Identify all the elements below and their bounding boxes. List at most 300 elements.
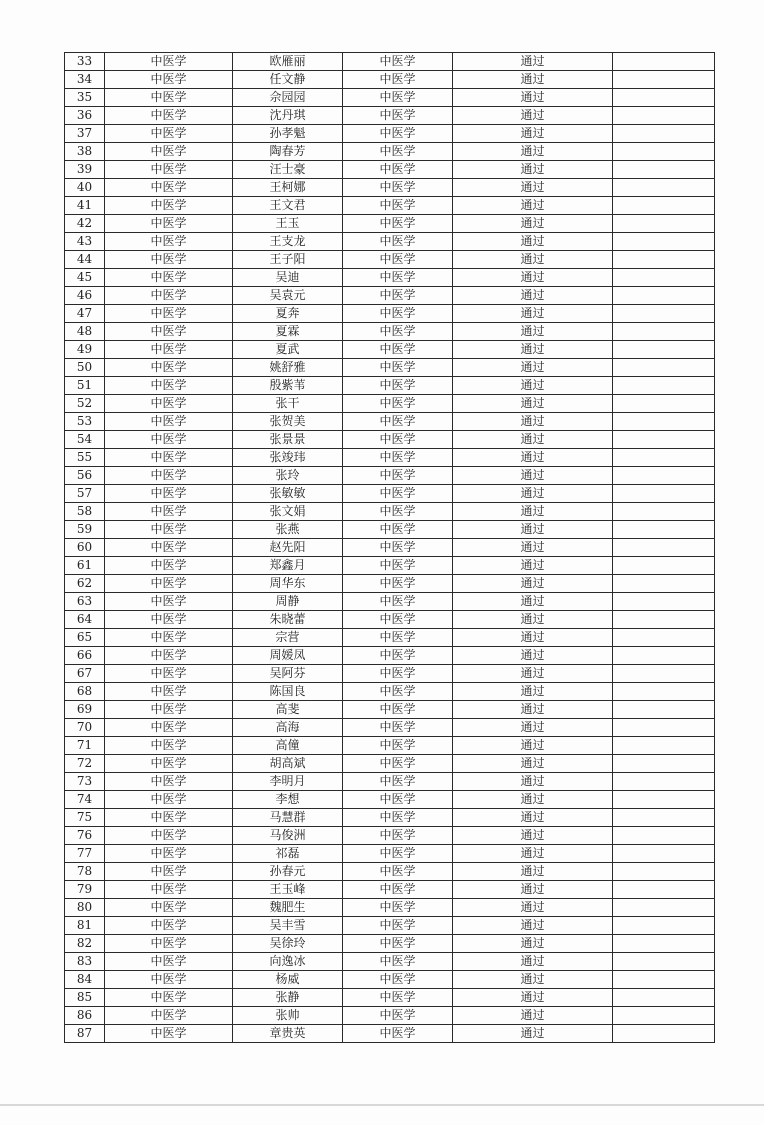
program-cell: 中医学 (343, 1007, 453, 1025)
major-cell: 中医学 (105, 449, 233, 467)
major-cell: 中医学 (105, 719, 233, 737)
student-name-cell: 沈丹琪 (233, 107, 343, 125)
major-cell: 中医学 (105, 53, 233, 71)
student-name-cell: 张贺美 (233, 413, 343, 431)
major-cell: 中医学 (105, 971, 233, 989)
row-number-cell: 70 (65, 719, 105, 737)
result-cell: 通过 (453, 971, 613, 989)
remarks-cell (613, 395, 715, 413)
table-row (65, 827, 715, 845)
result-cell: 通过 (453, 107, 613, 125)
remarks-cell (613, 755, 715, 773)
row-number-cell: 49 (65, 341, 105, 359)
program-cell: 中医学 (343, 287, 453, 305)
row-number-cell: 71 (65, 737, 105, 755)
result-cell: 通过 (453, 863, 613, 881)
student-name-cell: 吴丰雪 (233, 917, 343, 935)
program-cell: 中医学 (343, 89, 453, 107)
table-row (65, 323, 715, 341)
result-cell: 通过 (453, 521, 613, 539)
program-cell: 中医学 (343, 539, 453, 557)
major-cell: 中医学 (105, 431, 233, 449)
result-cell: 通过 (453, 431, 613, 449)
major-cell: 中医学 (105, 179, 233, 197)
student-name-cell: 高斐 (233, 701, 343, 719)
major-cell: 中医学 (105, 71, 233, 89)
result-cell: 通过 (453, 485, 613, 503)
program-cell: 中医学 (343, 215, 453, 233)
result-cell: 通过 (453, 341, 613, 359)
remarks-cell (613, 647, 715, 665)
student-name-cell: 张静 (233, 989, 343, 1007)
table-row (65, 53, 715, 71)
table-row (65, 665, 715, 683)
student-name-cell: 欧雁丽 (233, 53, 343, 71)
row-number-cell: 58 (65, 503, 105, 521)
remarks-cell (613, 737, 715, 755)
row-number-cell: 41 (65, 197, 105, 215)
result-cell: 通过 (453, 953, 613, 971)
program-cell: 中医学 (343, 737, 453, 755)
student-name-cell: 周华东 (233, 575, 343, 593)
table-row (65, 611, 715, 629)
remarks-cell (613, 359, 715, 377)
result-cell: 通过 (453, 71, 613, 89)
student-name-cell: 姚舒雅 (233, 359, 343, 377)
student-name-cell: 向逸冰 (233, 953, 343, 971)
table-row (65, 593, 715, 611)
program-cell: 中医学 (343, 503, 453, 521)
row-number-cell: 61 (65, 557, 105, 575)
major-cell: 中医学 (105, 647, 233, 665)
row-number-cell: 56 (65, 467, 105, 485)
result-cell: 通过 (453, 917, 613, 935)
table-row (65, 161, 715, 179)
remarks-cell (613, 665, 715, 683)
table-row (65, 701, 715, 719)
result-cell: 通过 (453, 413, 613, 431)
remarks-cell (613, 881, 715, 899)
row-number-cell: 59 (65, 521, 105, 539)
program-cell: 中医学 (343, 341, 453, 359)
program-cell: 中医学 (343, 53, 453, 71)
result-cell: 通过 (453, 665, 613, 683)
remarks-cell (613, 1025, 715, 1043)
result-cell: 通过 (453, 197, 613, 215)
row-number-cell: 83 (65, 953, 105, 971)
row-number-cell: 40 (65, 179, 105, 197)
table-row (65, 575, 715, 593)
table-row (65, 197, 715, 215)
major-cell: 中医学 (105, 503, 233, 521)
row-number-cell: 50 (65, 359, 105, 377)
row-number-cell: 51 (65, 377, 105, 395)
row-number-cell: 87 (65, 1025, 105, 1043)
major-cell: 中医学 (105, 287, 233, 305)
row-number-cell: 76 (65, 827, 105, 845)
major-cell: 中医学 (105, 791, 233, 809)
row-number-cell: 64 (65, 611, 105, 629)
result-cell: 通过 (453, 791, 613, 809)
student-name-cell: 郑鑫月 (233, 557, 343, 575)
table-row (65, 413, 715, 431)
major-cell: 中医学 (105, 485, 233, 503)
student-name-cell: 殷紫苇 (233, 377, 343, 395)
student-name-cell: 夏霖 (233, 323, 343, 341)
program-cell: 中医学 (343, 359, 453, 377)
major-cell: 中医学 (105, 611, 233, 629)
result-cell: 通过 (453, 179, 613, 197)
student-name-cell: 王支龙 (233, 233, 343, 251)
student-name-cell: 张景景 (233, 431, 343, 449)
program-cell: 中医学 (343, 935, 453, 953)
major-cell: 中医学 (105, 881, 233, 899)
major-cell: 中医学 (105, 467, 233, 485)
student-name-cell: 张竣玮 (233, 449, 343, 467)
remarks-cell (613, 953, 715, 971)
remarks-cell (613, 863, 715, 881)
program-cell: 中医学 (343, 143, 453, 161)
result-cell: 通过 (453, 809, 613, 827)
table-row (65, 719, 715, 737)
result-cell: 通过 (453, 305, 613, 323)
result-cell: 通过 (453, 233, 613, 251)
program-cell: 中医学 (343, 197, 453, 215)
remarks-cell (613, 971, 715, 989)
row-number-cell: 48 (65, 323, 105, 341)
remarks-cell (613, 521, 715, 539)
table-row (65, 71, 715, 89)
remarks-cell (613, 413, 715, 431)
result-cell: 通过 (453, 449, 613, 467)
remarks-cell (613, 71, 715, 89)
major-cell: 中医学 (105, 359, 233, 377)
table-row (65, 935, 715, 953)
student-name-cell: 陶春芳 (233, 143, 343, 161)
remarks-cell (613, 773, 715, 791)
program-cell: 中医学 (343, 575, 453, 593)
major-cell: 中医学 (105, 161, 233, 179)
program-cell: 中医学 (343, 863, 453, 881)
row-number-cell: 66 (65, 647, 105, 665)
row-number-cell: 86 (65, 1007, 105, 1025)
remarks-cell (613, 611, 715, 629)
student-name-cell: 张燕 (233, 521, 343, 539)
student-name-cell: 吴袁元 (233, 287, 343, 305)
major-cell: 中医学 (105, 107, 233, 125)
program-cell: 中医学 (343, 179, 453, 197)
result-cell: 通过 (453, 935, 613, 953)
result-cell: 通过 (453, 323, 613, 341)
remarks-cell (613, 1007, 715, 1025)
major-cell: 中医学 (105, 413, 233, 431)
student-name-cell: 王柯娜 (233, 179, 343, 197)
student-name-cell: 马慧群 (233, 809, 343, 827)
table-row (65, 89, 715, 107)
table-row (65, 737, 715, 755)
student-name-cell: 陈国良 (233, 683, 343, 701)
program-cell: 中医学 (343, 611, 453, 629)
table-row (65, 125, 715, 143)
student-name-cell: 胡高斌 (233, 755, 343, 773)
row-number-cell: 62 (65, 575, 105, 593)
row-number-cell: 73 (65, 773, 105, 791)
major-cell: 中医学 (105, 935, 233, 953)
result-cell: 通过 (453, 503, 613, 521)
table-row (65, 971, 715, 989)
student-name-cell: 张干 (233, 395, 343, 413)
table-row (65, 989, 715, 1007)
remarks-cell (613, 89, 715, 107)
result-cell: 通过 (453, 881, 613, 899)
remarks-cell (613, 917, 715, 935)
table-row (65, 431, 715, 449)
result-cell: 通过 (453, 845, 613, 863)
remarks-cell (613, 593, 715, 611)
result-cell: 通过 (453, 575, 613, 593)
remarks-cell (613, 701, 715, 719)
table-row (65, 899, 715, 917)
remarks-cell (613, 935, 715, 953)
major-cell: 中医学 (105, 269, 233, 287)
result-cell: 通过 (453, 827, 613, 845)
row-number-cell: 46 (65, 287, 105, 305)
program-cell: 中医学 (343, 719, 453, 737)
remarks-cell (613, 629, 715, 647)
scan-edge-line (0, 1104, 764, 1106)
remarks-cell (613, 107, 715, 125)
result-cell: 通过 (453, 683, 613, 701)
student-name-cell: 吴徐玲 (233, 935, 343, 953)
row-number-cell: 57 (65, 485, 105, 503)
row-number-cell: 44 (65, 251, 105, 269)
student-name-cell: 李明月 (233, 773, 343, 791)
remarks-cell (613, 575, 715, 593)
program-cell: 中医学 (343, 755, 453, 773)
major-cell: 中医学 (105, 575, 233, 593)
remarks-cell (613, 449, 715, 467)
row-number-cell: 43 (65, 233, 105, 251)
major-cell: 中医学 (105, 143, 233, 161)
remarks-cell (613, 791, 715, 809)
student-name-cell: 张敏敏 (233, 485, 343, 503)
program-cell: 中医学 (343, 377, 453, 395)
table-row (65, 629, 715, 647)
result-cell: 通过 (453, 251, 613, 269)
student-name-cell: 吴阿芬 (233, 665, 343, 683)
major-cell: 中医学 (105, 845, 233, 863)
row-number-cell: 79 (65, 881, 105, 899)
table-row (65, 791, 715, 809)
result-cell: 通过 (453, 287, 613, 305)
major-cell: 中医学 (105, 917, 233, 935)
major-cell: 中医学 (105, 197, 233, 215)
major-cell: 中医学 (105, 863, 233, 881)
student-name-cell: 张文娟 (233, 503, 343, 521)
major-cell: 中医学 (105, 683, 233, 701)
program-cell: 中医学 (343, 521, 453, 539)
student-name-cell: 夏武 (233, 341, 343, 359)
remarks-cell (613, 125, 715, 143)
table-row (65, 377, 715, 395)
major-cell: 中医学 (105, 629, 233, 647)
remarks-cell (613, 143, 715, 161)
roster-body (65, 53, 715, 1043)
program-cell: 中医学 (343, 683, 453, 701)
program-cell: 中医学 (343, 629, 453, 647)
program-cell: 中医学 (343, 1025, 453, 1043)
row-number-cell: 54 (65, 431, 105, 449)
result-cell: 通过 (453, 269, 613, 287)
result-cell: 通过 (453, 125, 613, 143)
program-cell: 中医学 (343, 971, 453, 989)
major-cell: 中医学 (105, 701, 233, 719)
major-cell: 中医学 (105, 377, 233, 395)
program-cell: 中医学 (343, 161, 453, 179)
row-number-cell: 81 (65, 917, 105, 935)
table-row (65, 107, 715, 125)
remarks-cell (613, 179, 715, 197)
program-cell: 中医学 (343, 791, 453, 809)
major-cell: 中医学 (105, 827, 233, 845)
major-cell: 中医学 (105, 341, 233, 359)
program-cell: 中医学 (343, 233, 453, 251)
remarks-cell (613, 53, 715, 71)
row-number-cell: 33 (65, 53, 105, 71)
table-row (65, 539, 715, 557)
program-cell: 中医学 (343, 899, 453, 917)
major-cell: 中医学 (105, 251, 233, 269)
table-row (65, 251, 715, 269)
remarks-cell (613, 827, 715, 845)
row-number-cell: 37 (65, 125, 105, 143)
table-row (65, 143, 715, 161)
student-roster-table (64, 52, 715, 1043)
result-cell: 通过 (453, 395, 613, 413)
student-name-cell: 祁磊 (233, 845, 343, 863)
program-cell: 中医学 (343, 71, 453, 89)
student-name-cell: 朱晓蕾 (233, 611, 343, 629)
major-cell: 中医学 (105, 323, 233, 341)
major-cell: 中医学 (105, 953, 233, 971)
program-cell: 中医学 (343, 251, 453, 269)
student-name-cell: 王子阳 (233, 251, 343, 269)
result-cell: 通过 (453, 377, 613, 395)
remarks-cell (613, 557, 715, 575)
remarks-cell (613, 215, 715, 233)
row-number-cell: 55 (65, 449, 105, 467)
remarks-cell (613, 287, 715, 305)
remarks-cell (613, 683, 715, 701)
student-name-cell: 李想 (233, 791, 343, 809)
remarks-cell (613, 809, 715, 827)
row-number-cell: 35 (65, 89, 105, 107)
row-number-cell: 68 (65, 683, 105, 701)
table-row (65, 233, 715, 251)
table-row (65, 1007, 715, 1025)
remarks-cell (613, 197, 715, 215)
row-number-cell: 82 (65, 935, 105, 953)
row-number-cell: 38 (65, 143, 105, 161)
result-cell: 通过 (453, 701, 613, 719)
result-cell: 通过 (453, 143, 613, 161)
table-row (65, 521, 715, 539)
row-number-cell: 78 (65, 863, 105, 881)
student-name-cell: 王玉峰 (233, 881, 343, 899)
major-cell: 中医学 (105, 395, 233, 413)
student-name-cell: 孙孝魁 (233, 125, 343, 143)
result-cell: 通过 (453, 215, 613, 233)
remarks-cell (613, 161, 715, 179)
row-number-cell: 84 (65, 971, 105, 989)
program-cell: 中医学 (343, 431, 453, 449)
major-cell: 中医学 (105, 809, 233, 827)
table-row (65, 395, 715, 413)
student-name-cell: 汪士豪 (233, 161, 343, 179)
remarks-cell (613, 305, 715, 323)
program-cell: 中医学 (343, 845, 453, 863)
remarks-cell (613, 341, 715, 359)
remarks-cell (613, 431, 715, 449)
result-cell: 通过 (453, 773, 613, 791)
table-row (65, 341, 715, 359)
table-row (65, 485, 715, 503)
program-cell: 中医学 (343, 305, 453, 323)
result-cell: 通过 (453, 647, 613, 665)
row-number-cell: 80 (65, 899, 105, 917)
program-cell: 中医学 (343, 323, 453, 341)
student-name-cell: 佘园园 (233, 89, 343, 107)
row-number-cell: 85 (65, 989, 105, 1007)
program-cell: 中医学 (343, 125, 453, 143)
major-cell: 中医学 (105, 773, 233, 791)
table-row (65, 773, 715, 791)
major-cell: 中医学 (105, 557, 233, 575)
program-cell: 中医学 (343, 953, 453, 971)
row-number-cell: 75 (65, 809, 105, 827)
major-cell: 中医学 (105, 593, 233, 611)
major-cell: 中医学 (105, 125, 233, 143)
row-number-cell: 60 (65, 539, 105, 557)
program-cell: 中医学 (343, 269, 453, 287)
major-cell: 中医学 (105, 755, 233, 773)
table-row (65, 557, 715, 575)
program-cell: 中医学 (343, 557, 453, 575)
result-cell: 通过 (453, 593, 613, 611)
table-row (65, 1025, 715, 1043)
result-cell: 通过 (453, 899, 613, 917)
result-cell: 通过 (453, 359, 613, 377)
row-number-cell: 65 (65, 629, 105, 647)
student-name-cell: 魏肥生 (233, 899, 343, 917)
table-row (65, 845, 715, 863)
major-cell: 中医学 (105, 215, 233, 233)
major-cell: 中医学 (105, 737, 233, 755)
row-number-cell: 77 (65, 845, 105, 863)
remarks-cell (613, 467, 715, 485)
remarks-cell (613, 719, 715, 737)
student-name-cell: 高海 (233, 719, 343, 737)
student-name-cell: 周静 (233, 593, 343, 611)
major-cell: 中医学 (105, 899, 233, 917)
remarks-cell (613, 845, 715, 863)
table-row (65, 179, 715, 197)
major-cell: 中医学 (105, 233, 233, 251)
program-cell: 中医学 (343, 485, 453, 503)
row-number-cell: 69 (65, 701, 105, 719)
student-name-cell: 赵先阳 (233, 539, 343, 557)
program-cell: 中医学 (343, 449, 453, 467)
